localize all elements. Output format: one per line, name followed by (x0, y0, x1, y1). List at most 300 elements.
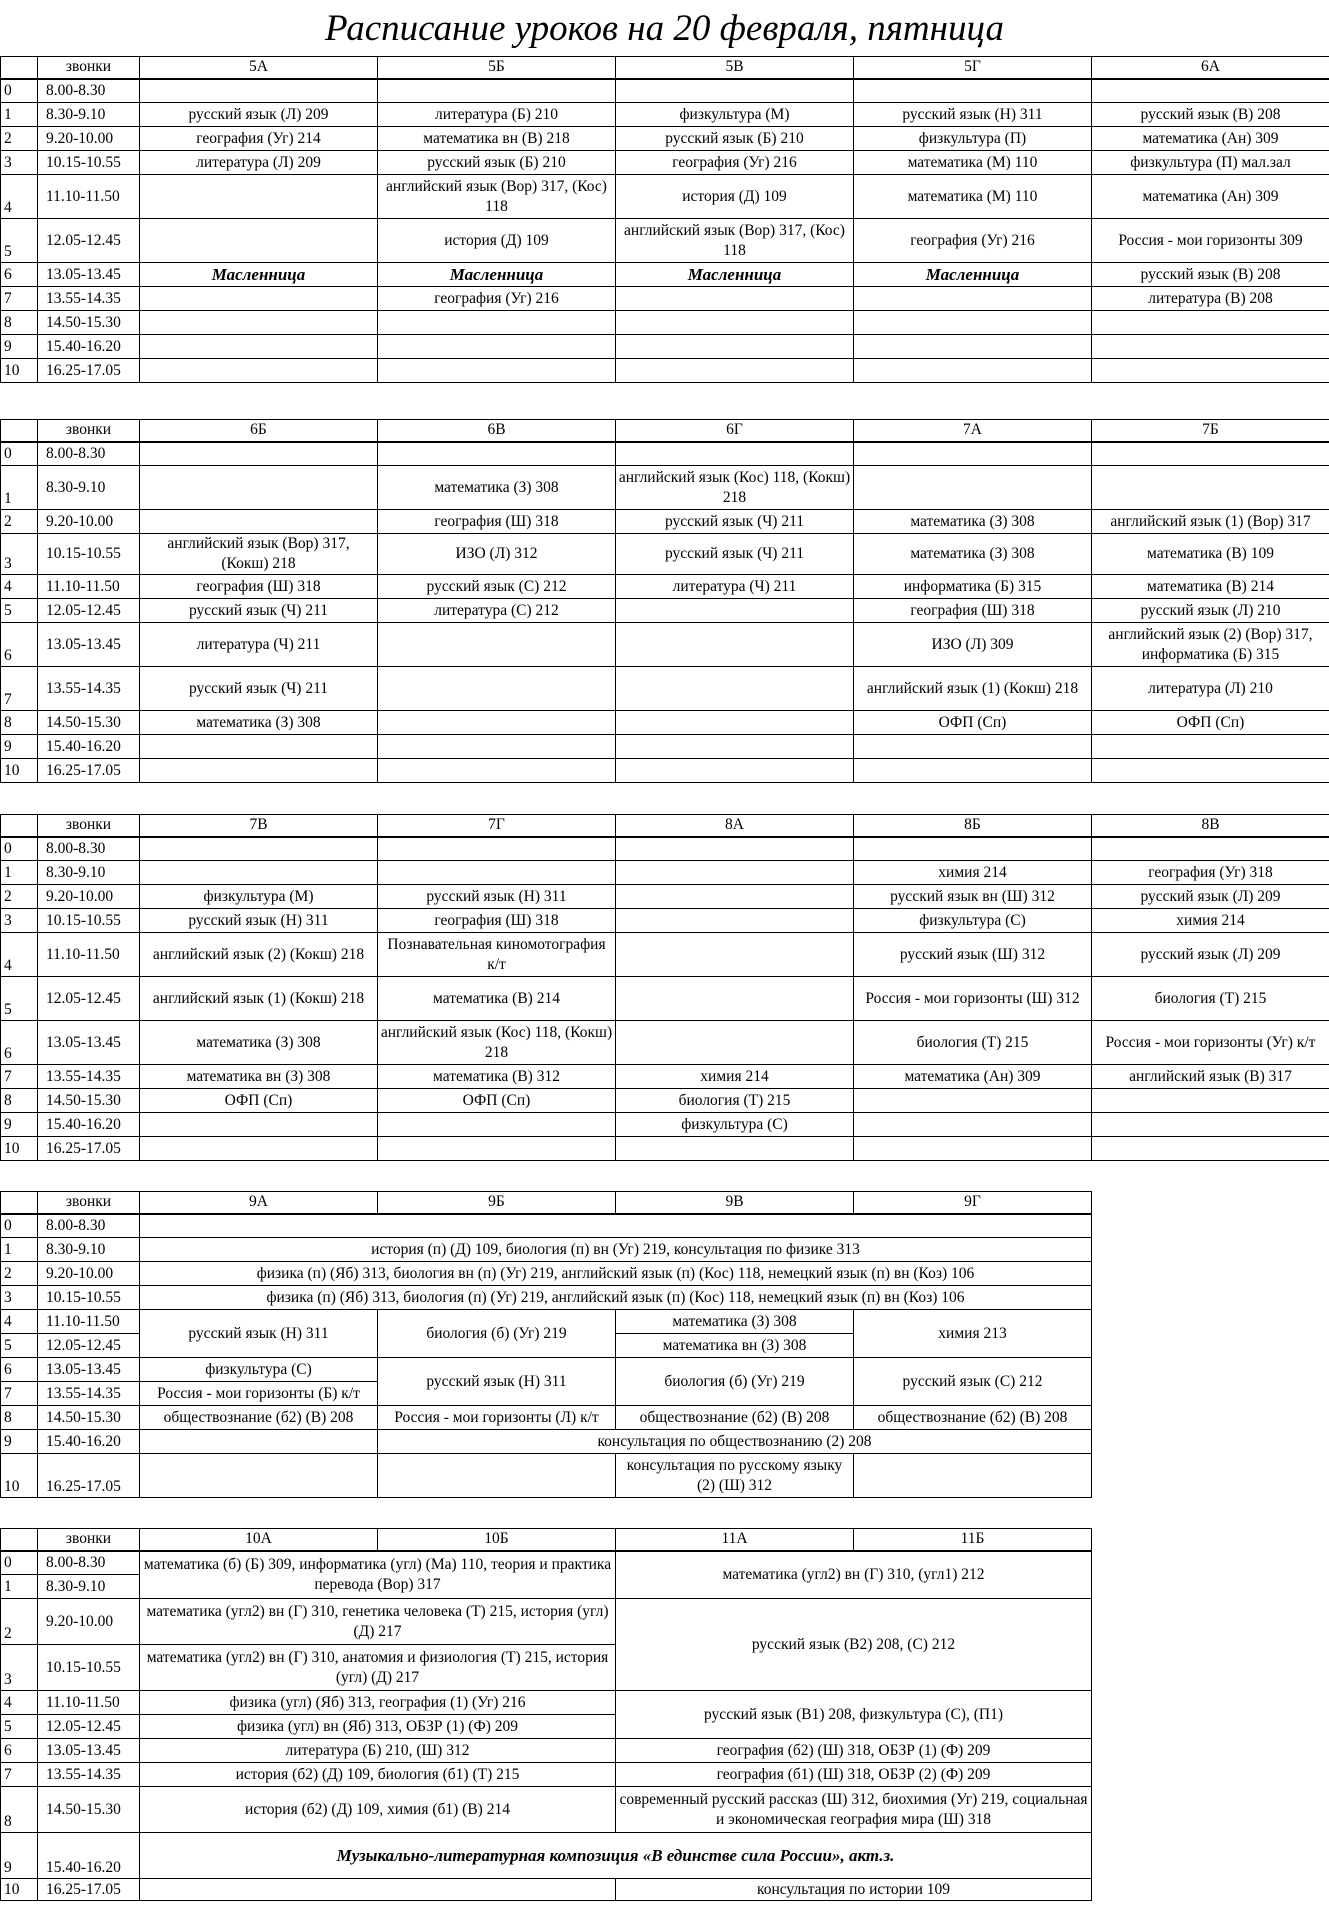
maslenitsa-cell: Масленница (854, 263, 1092, 287)
lesson-cell (378, 861, 616, 885)
lesson-time: 8.30-9.10 (38, 466, 140, 510)
lesson-number: 9 (1, 1430, 38, 1454)
lesson-cell: русский язык (С) 212 (854, 1358, 1092, 1406)
lesson-cell: химия 214 (616, 1065, 854, 1089)
lesson-cell (854, 1454, 1092, 1498)
lesson-cell (854, 1137, 1092, 1161)
lesson-cell (616, 1137, 854, 1161)
lesson-time: 15.40-16.20 (38, 735, 140, 759)
lesson-time: 12.05-12.45 (38, 977, 140, 1021)
lesson-cell: литература (Б) 210, (Ш) 312 (140, 1739, 616, 1763)
class-header: 6Г (616, 420, 854, 442)
lesson-cell: русский язык (В) 208 (1092, 263, 1329, 287)
lesson-cell: консультация по русскому языку (2) (Ш) 312 (616, 1454, 854, 1498)
lesson-cell (1092, 466, 1329, 510)
lesson-cell (616, 359, 854, 383)
lesson-cell: английский язык (2) (Вор) 317, информатика (Б) 315 (1092, 623, 1329, 667)
lesson-time: 13.05-13.45 (38, 1358, 140, 1382)
lesson-number: 9 (1, 735, 38, 759)
lesson-time: 13.05-13.45 (38, 263, 140, 287)
lesson-cell: Россия - мои горизонты (Л) к/т (378, 1406, 616, 1430)
schedule-table-7v-8v (0, 814, 1329, 1161)
lesson-cell: консультация по истории 109 (616, 1879, 1092, 1901)
lesson-cell: история (п) (Д) 109, биология (п) вн (Уг) 219, консультация по физике 313 (140, 1238, 1092, 1262)
lesson-time: 11.10-11.50 (38, 933, 140, 977)
class-header: 5В (616, 57, 854, 79)
lesson-cell (378, 311, 616, 335)
lesson-time: 15.40-16.20 (38, 1430, 140, 1454)
lesson-cell: литература (Л) 210 (1092, 667, 1329, 711)
lesson-number: 4 (1, 575, 38, 599)
lesson-cell: русский язык (С) 212 (378, 575, 616, 599)
lesson-cell (140, 442, 378, 466)
lesson-cell (854, 311, 1092, 335)
lesson-time: 16.25-17.05 (38, 1454, 140, 1498)
corner-cell (1, 1529, 38, 1551)
lesson-cell (854, 1089, 1092, 1113)
event-cell: Музыкально-литературная композиция «В единстве сила России», акт.з. (140, 1833, 1092, 1879)
lesson-cell: литература (Б) 210 (378, 103, 616, 127)
lesson-cell: география (Уг) 318 (1092, 861, 1329, 885)
lesson-time: 13.05-13.45 (38, 1021, 140, 1065)
lesson-cell (140, 175, 378, 219)
lesson-cell (140, 735, 378, 759)
lesson-cell (616, 667, 854, 711)
lesson-cell (140, 335, 378, 359)
lesson-cell: русский язык (В1) 208, физкультура (С), (П1) (616, 1691, 1092, 1739)
lesson-cell: физкультура (С) (854, 909, 1092, 933)
lesson-cell: ОФП (Сп) (140, 1089, 378, 1113)
lesson-cell: география (Ш) 318 (854, 599, 1092, 623)
class-header: 9Г (854, 1192, 1092, 1214)
lesson-cell: химия 214 (854, 861, 1092, 885)
lesson-cell: математика (З) 308 (854, 510, 1092, 534)
lesson-cell: русский язык (Л) 210 (1092, 599, 1329, 623)
lesson-cell: история (Д) 109 (378, 219, 616, 263)
lesson-time: 8.30-9.10 (38, 103, 140, 127)
lesson-cell (140, 466, 378, 510)
lesson-cell (616, 837, 854, 861)
lesson-number: 7 (1, 287, 38, 311)
lesson-cell: физкультура (П) (854, 127, 1092, 151)
lesson-cell (1092, 1137, 1329, 1161)
lesson-cell (1092, 442, 1329, 466)
lesson-cell: математика (В) 214 (1092, 575, 1329, 599)
lesson-number: 6 (1, 623, 38, 667)
lesson-cell (378, 667, 616, 711)
lesson-cell: литература (В) 208 (1092, 287, 1329, 311)
lesson-time: 8.30-9.10 (38, 1575, 140, 1599)
lesson-cell: английский язык (1) (Кокш) 218 (854, 667, 1092, 711)
lesson-cell: биология (Т) 215 (854, 1021, 1092, 1065)
lesson-cell: английский язык (1) (Кокш) 218 (140, 977, 378, 1021)
lesson-cell: английский язык (Кос) 118, (Кокш) 218 (378, 1021, 616, 1065)
lesson-number: 9 (1, 1113, 38, 1137)
lesson-time: 12.05-12.45 (38, 599, 140, 623)
lesson-cell (616, 335, 854, 359)
lesson-number: 10 (1, 1137, 38, 1161)
lesson-cell (854, 837, 1092, 861)
lesson-number: 3 (1, 1286, 38, 1310)
lesson-cell: русский язык (Н) 311 (378, 1358, 616, 1406)
lesson-time: 14.50-15.30 (38, 711, 140, 735)
lesson-cell: биология (Т) 215 (616, 1089, 854, 1113)
lesson-cell (378, 623, 616, 667)
lesson-cell: математика (Ан) 309 (854, 1065, 1092, 1089)
lesson-number: 0 (1, 1551, 38, 1575)
lesson-time: 13.55-14.35 (38, 667, 140, 711)
lesson-cell (1092, 311, 1329, 335)
lesson-number: 5 (1, 1334, 38, 1358)
lesson-cell: русский язык (Ч) 211 (616, 534, 854, 575)
corner-cell (1, 57, 38, 79)
lesson-cell: английский язык (Вор) 317, (Кокш) 218 (140, 534, 378, 575)
lesson-cell (140, 1454, 378, 1498)
class-header: 8А (616, 815, 854, 837)
lesson-time: 8.00-8.30 (38, 79, 140, 103)
lesson-number: 2 (1, 1599, 38, 1645)
lesson-cell (854, 79, 1092, 103)
lesson-cell (616, 977, 854, 1021)
lesson-time: 14.50-15.30 (38, 1787, 140, 1833)
lesson-cell: география (б2) (Ш) 318, ОБЗР (1) (Ф) 209 (616, 1739, 1092, 1763)
bells-header: звонки (38, 57, 140, 79)
lesson-number: 10 (1, 759, 38, 783)
lesson-time: 10.15-10.55 (38, 909, 140, 933)
lesson-cell: английский язык (1) (Вор) 317 (1092, 510, 1329, 534)
lesson-time: 13.55-14.35 (38, 1382, 140, 1406)
lesson-time: 8.00-8.30 (38, 442, 140, 466)
lesson-cell: русский язык (Н) 311 (140, 1310, 378, 1358)
class-header: 10Б (378, 1529, 616, 1551)
lesson-time: 8.30-9.10 (38, 1238, 140, 1262)
lesson-number: 0 (1, 79, 38, 103)
lesson-cell (140, 1879, 616, 1901)
lesson-cell: русский язык (Н) 311 (378, 885, 616, 909)
lesson-time: 10.15-10.55 (38, 151, 140, 175)
lesson-time: 9.20-10.00 (38, 1599, 140, 1645)
lesson-number: 8 (1, 1406, 38, 1430)
lesson-cell (854, 735, 1092, 759)
lesson-cell (1092, 1113, 1329, 1137)
corner-cell (1, 420, 38, 442)
lesson-cell (616, 735, 854, 759)
class-header: 9В (616, 1192, 854, 1214)
lesson-cell: Россия - мои горизонты (Ш) 312 (854, 977, 1092, 1021)
lesson-cell: история (Д) 109 (616, 175, 854, 219)
lesson-number: 2 (1, 1262, 38, 1286)
lesson-number: 1 (1, 1238, 38, 1262)
lesson-number: 8 (1, 711, 38, 735)
lesson-cell: математика (угл2) вн (Г) 310, (угл1) 212 (616, 1551, 1092, 1599)
lesson-cell (616, 711, 854, 735)
class-header: 8Б (854, 815, 1092, 837)
lesson-cell: ИЗО (Л) 312 (378, 534, 616, 575)
lesson-time: 8.00-8.30 (38, 837, 140, 861)
lesson-cell: математика (Ан) 309 (1092, 127, 1329, 151)
lesson-cell (140, 1113, 378, 1137)
lesson-cell: русский язык вн (Ш) 312 (854, 885, 1092, 909)
lesson-cell (616, 79, 854, 103)
bells-header: звонки (38, 815, 140, 837)
lesson-cell (854, 759, 1092, 783)
lesson-cell (1092, 759, 1329, 783)
class-header: 7А (854, 420, 1092, 442)
lesson-number: 4 (1, 933, 38, 977)
lesson-cell (1092, 735, 1329, 759)
lesson-cell (616, 623, 854, 667)
bells-header: звонки (38, 420, 140, 442)
lesson-cell: математика (М) 110 (854, 175, 1092, 219)
lesson-time: 13.05-13.45 (38, 1739, 140, 1763)
class-header: 5Б (378, 57, 616, 79)
lesson-time: 8.00-8.30 (38, 1551, 140, 1575)
lesson-cell (616, 599, 854, 623)
class-header: 11А (616, 1529, 854, 1551)
lesson-cell (140, 359, 378, 383)
lesson-cell: география (б1) (Ш) 318, ОБЗР (2) (Ф) 209 (616, 1763, 1092, 1787)
schedule-table-10-11 (0, 1528, 1092, 1901)
lesson-number: 5 (1, 599, 38, 623)
lesson-cell (1092, 335, 1329, 359)
lesson-number: 7 (1, 667, 38, 711)
schedule-table-5a-6a (0, 56, 1329, 383)
lesson-number: 8 (1, 1089, 38, 1113)
lesson-cell: русский язык (В2) 208, (С) 212 (616, 1599, 1092, 1691)
lesson-cell (140, 837, 378, 861)
lesson-cell: литература (Ч) 211 (140, 623, 378, 667)
lesson-cell: математика (З) 308 (854, 534, 1092, 575)
lesson-time: 16.25-17.05 (38, 1879, 140, 1901)
lesson-cell: ОФП (Сп) (378, 1089, 616, 1113)
lesson-number: 3 (1, 1645, 38, 1691)
lesson-number: 2 (1, 510, 38, 534)
lesson-number: 6 (1, 1021, 38, 1065)
lesson-time: 16.25-17.05 (38, 759, 140, 783)
lesson-cell: математика (В) 312 (378, 1065, 616, 1089)
lesson-time: 9.20-10.00 (38, 127, 140, 151)
lesson-number: 3 (1, 151, 38, 175)
lesson-cell (854, 466, 1092, 510)
lesson-cell: русский язык (Н) 311 (140, 909, 378, 933)
lesson-number: 6 (1, 1739, 38, 1763)
lesson-cell: математика (З) 308 (616, 1310, 854, 1334)
lesson-cell: математика вн (З) 308 (616, 1334, 854, 1358)
lesson-number: 7 (1, 1382, 38, 1406)
lesson-time: 14.50-15.30 (38, 1406, 140, 1430)
lesson-cell (140, 219, 378, 263)
lesson-cell (140, 1137, 378, 1161)
lesson-cell (378, 837, 616, 861)
lesson-number: 3 (1, 534, 38, 575)
schedule-table-9 (0, 1191, 1092, 1498)
maslenitsa-cell: Масленница (616, 263, 854, 287)
class-header: 7Б (1092, 420, 1329, 442)
lesson-number: 3 (1, 909, 38, 933)
lesson-cell (616, 759, 854, 783)
bells-header: звонки (38, 1529, 140, 1551)
lesson-number: 10 (1, 1879, 38, 1901)
lesson-cell (616, 1021, 854, 1065)
lesson-cell: химия 214 (1092, 909, 1329, 933)
lesson-time: 12.05-12.45 (38, 219, 140, 263)
lesson-cell: литература (С) 212 (378, 599, 616, 623)
lesson-time: 8.00-8.30 (38, 1214, 140, 1238)
lesson-time: 13.55-14.35 (38, 1763, 140, 1787)
lesson-cell: физкультура (П) мал.зал (1092, 151, 1329, 175)
lesson-cell: современный русский рассказ (Ш) 312, биохимия (Уг) 219, социальная и экономическая география мира (Ш) 318 (616, 1787, 1092, 1833)
lesson-cell (140, 287, 378, 311)
lesson-cell: ОФП (Сп) (854, 711, 1092, 735)
lesson-cell: русский язык (Б) 210 (616, 127, 854, 151)
lesson-number: 5 (1, 1715, 38, 1739)
lesson-time: 13.55-14.35 (38, 287, 140, 311)
lesson-cell (1092, 359, 1329, 383)
lesson-time: 8.30-9.10 (38, 861, 140, 885)
class-header: 5А (140, 57, 378, 79)
lesson-number: 0 (1, 837, 38, 861)
lesson-cell: литература (Ч) 211 (616, 575, 854, 599)
lesson-cell (378, 711, 616, 735)
lesson-cell (140, 1430, 378, 1454)
lesson-cell: математика (угл2) вн (Г) 310, генетика человека (Т) 215, история (угл) (Д) 217 (140, 1599, 616, 1645)
lesson-cell: русский язык (Ч) 211 (616, 510, 854, 534)
lesson-number: 2 (1, 127, 38, 151)
lesson-cell: физкультура (М) (616, 103, 854, 127)
lesson-cell: математика (Ан) 309 (1092, 175, 1329, 219)
lesson-cell: история (б2) (Д) 109, химия (б1) (В) 214 (140, 1787, 616, 1833)
corner-cell (1, 1192, 38, 1214)
lesson-cell: химия 213 (854, 1310, 1092, 1358)
lesson-cell: обществознание (б2) (В) 208 (140, 1406, 378, 1430)
lesson-cell (140, 1214, 1092, 1238)
lesson-cell: английский язык (В) 317 (1092, 1065, 1329, 1089)
lesson-cell (854, 359, 1092, 383)
lesson-time: 12.05-12.45 (38, 1334, 140, 1358)
lesson-cell (378, 759, 616, 783)
lesson-cell (378, 79, 616, 103)
lesson-cell (616, 909, 854, 933)
lesson-cell: русский язык (Ш) 312 (854, 933, 1092, 977)
lesson-cell (616, 311, 854, 335)
class-header: 10А (140, 1529, 378, 1551)
lesson-cell (378, 442, 616, 466)
lesson-cell: русский язык (В) 208 (1092, 103, 1329, 127)
lesson-time: 13.05-13.45 (38, 623, 140, 667)
lesson-number: 2 (1, 885, 38, 909)
lesson-cell: русский язык (Л) 209 (1092, 885, 1329, 909)
class-header: 8В (1092, 815, 1329, 837)
lesson-cell: физкультура (С) (140, 1358, 378, 1382)
lesson-cell (1092, 1089, 1329, 1113)
lesson-cell (854, 1113, 1092, 1137)
lesson-cell: обществознание (б2) (В) 208 (616, 1406, 854, 1430)
lesson-cell: физкультура (С) (616, 1113, 854, 1137)
lesson-number: 5 (1, 977, 38, 1021)
lesson-number: 4 (1, 1310, 38, 1334)
bells-header: звонки (38, 1192, 140, 1214)
lesson-cell: физика (п) (Яб) 313, биология (п) (Уг) 219, английский язык (п) (Кос) 118, немецкий язык (п) вн (Коз) 106 (140, 1286, 1092, 1310)
lesson-cell: русский язык (Н) 311 (854, 103, 1092, 127)
corner-cell (1, 815, 38, 837)
lesson-number: 1 (1, 861, 38, 885)
lesson-cell: русский язык (Ч) 211 (140, 599, 378, 623)
lesson-cell: география (Уг) 214 (140, 127, 378, 151)
lesson-time: 10.15-10.55 (38, 1645, 140, 1691)
lesson-cell (378, 1454, 616, 1498)
lesson-cell (140, 861, 378, 885)
lesson-cell: Россия - мои горизонты (Б) к/т (140, 1382, 378, 1406)
lesson-time: 16.25-17.05 (38, 1137, 140, 1161)
lesson-time: 9.20-10.00 (38, 510, 140, 534)
lesson-cell: английский язык (Вор) 317, (Кос) 118 (378, 175, 616, 219)
lesson-number: 6 (1, 1358, 38, 1382)
lesson-cell: ОФП (Сп) (1092, 711, 1329, 735)
lesson-cell (1092, 837, 1329, 861)
lesson-cell (140, 311, 378, 335)
lesson-cell (378, 1113, 616, 1137)
lesson-number: 9 (1, 1833, 38, 1879)
lesson-number: 4 (1, 175, 38, 219)
class-header: 6Б (140, 420, 378, 442)
lesson-time: 12.05-12.45 (38, 1715, 140, 1739)
lesson-time: 15.40-16.20 (38, 1113, 140, 1137)
lesson-cell: география (Ш) 318 (378, 510, 616, 534)
lesson-number: 6 (1, 263, 38, 287)
lesson-cell: физика (угл) (Яб) 313, география (1) (Уг) 216 (140, 1691, 616, 1715)
lesson-cell: русский язык (Л) 209 (140, 103, 378, 127)
lesson-cell: Россия - мои горизонты (Уг) к/т (1092, 1021, 1329, 1065)
lesson-cell (378, 735, 616, 759)
lesson-number: 0 (1, 1214, 38, 1238)
lesson-cell: география (Ш) 318 (378, 909, 616, 933)
lesson-cell (378, 335, 616, 359)
maslenitsa-cell: Масленница (140, 263, 378, 287)
lesson-number: 5 (1, 219, 38, 263)
lesson-number: 1 (1, 466, 38, 510)
class-header: 6А (1092, 57, 1329, 79)
lesson-cell: математика (З) 308 (140, 711, 378, 735)
lesson-cell: математика (б) (Б) 309, информатика (угл) (Ма) 110, теория и практика перевода (Вор) 317 (140, 1551, 616, 1599)
lesson-cell: Россия - мои горизонты 309 (1092, 219, 1329, 263)
lesson-cell: физкультура (М) (140, 885, 378, 909)
class-header: 6В (378, 420, 616, 442)
lesson-time: 9.20-10.00 (38, 885, 140, 909)
lesson-time: 11.10-11.50 (38, 1691, 140, 1715)
lesson-cell: математика (В) 214 (378, 977, 616, 1021)
lesson-number: 10 (1, 359, 38, 383)
class-header: 11Б (854, 1529, 1092, 1551)
lesson-number: 0 (1, 442, 38, 466)
lesson-cell (140, 759, 378, 783)
lesson-cell: консультация по обществознанию (2) 208 (378, 1430, 1092, 1454)
lesson-cell (854, 335, 1092, 359)
lesson-time: 16.25-17.05 (38, 359, 140, 383)
lesson-cell (140, 510, 378, 534)
lesson-cell: биология (Т) 215 (1092, 977, 1329, 1021)
class-header: 7В (140, 815, 378, 837)
lesson-time: 11.10-11.50 (38, 175, 140, 219)
page-title: Расписание уроков на 20 февраля, пятница (325, 8, 1004, 49)
lesson-cell: биология (б) (Уг) 219 (378, 1310, 616, 1358)
lesson-cell: физика (угл) вн (Яб) 313, ОБЗР (1) (Ф) 209 (140, 1715, 616, 1739)
lesson-number: 9 (1, 335, 38, 359)
lesson-cell: ИЗО (Л) 309 (854, 623, 1092, 667)
lesson-cell: география (Уг) 216 (854, 219, 1092, 263)
lesson-number: 8 (1, 311, 38, 335)
lesson-cell (1092, 79, 1329, 103)
lesson-cell: география (Уг) 216 (616, 151, 854, 175)
